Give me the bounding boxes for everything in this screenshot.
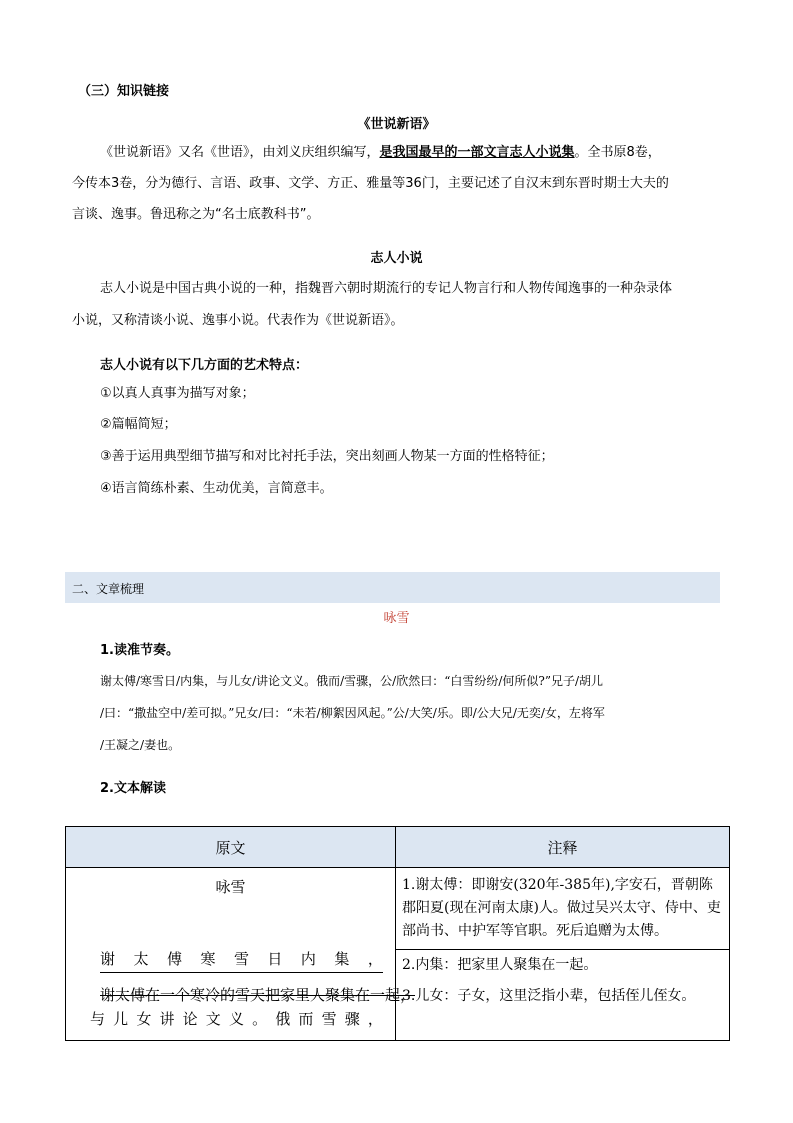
paragraph-shishuo-line1	[100, 145, 661, 161]
reading-heading: 1.读准节奏。	[100, 643, 179, 658]
original-char: 而	[298, 1010, 314, 1028]
original-line1-chars	[100, 948, 383, 969]
original-char: 俄	[275, 1010, 291, 1028]
note-item: 3.儿女：子女，这里泛指小辈，包括侄儿侄女。	[402, 988, 696, 1004]
subheading-shishuo: 《世说新语》	[357, 117, 436, 132]
feature-item: ③善于运用典型细节描写和对比衬托手法，突出刻画人物某一方面的性格特征；	[100, 449, 554, 464]
section-bar	[65, 572, 720, 603]
original-char: 与	[90, 1010, 106, 1028]
translation-text: 谢太傅在一个寒冷的雪天把家里人聚集在一起，	[100, 986, 416, 1004]
original-char: 日	[267, 950, 283, 968]
notes-cell	[396, 868, 730, 1041]
feature-item: ④语言简练朴素、生动优美，言简意丰。	[100, 481, 333, 496]
paragraph-zhiren-line2: 小说，又称清谈小说、逸事小说。代表作为《世说新语》。	[72, 313, 404, 328]
section-heading-knowledge-link: （三）知识链接	[78, 84, 170, 99]
original-char: 义	[228, 1010, 244, 1028]
text-span: 《世说新语》又名《世语》，由刘义庆组织编写，	[100, 145, 380, 160]
note-item: 1.谢太傅：即谢安(320年-385年),字安石，晋朝陈郡阳夏(现在河南太康)人。做过吴兴太守、侍中、吏部尚书、中护军等官职。死后追赠为太傅。	[396, 868, 729, 950]
original-char: 骤	[344, 1010, 360, 1028]
original-title: 咏雪	[215, 878, 246, 896]
column-header-original: 原文	[66, 827, 396, 868]
reading-line3: /王凝之/妻也。	[100, 738, 181, 752]
original-char: 。	[252, 1010, 268, 1028]
interpretation-heading: 2.文本解读	[100, 781, 166, 796]
poem-title: 咏雪	[383, 611, 410, 626]
original-line2-chars	[90, 1008, 383, 1029]
original-text-cell	[66, 868, 416, 1041]
original-char: 论	[182, 1010, 198, 1028]
original-line1	[100, 948, 383, 973]
original-translation	[100, 984, 416, 1005]
original-char: 谢	[100, 950, 116, 968]
column-header-notes: 注释	[396, 827, 730, 868]
paragraph-zhiren-line1: 志人小说是中国古典小说的一种，指魏晋六朝时期流行的专记人物言行和人物传闻逸事的一种杂录体	[100, 281, 673, 296]
highlighted-phrase: 是我国最早的一部文言志人小说集	[379, 145, 575, 160]
note-item: 2.内集：把家里人聚集在一起。	[402, 957, 598, 973]
original-char: 寒	[200, 950, 216, 968]
original-char: 内	[300, 950, 316, 968]
features-title: 志人小说有以下几方面的艺术特点：	[100, 358, 309, 373]
original-char: 太	[133, 950, 149, 968]
reading-line1: 谢太傅/寒雪日/内集，与儿女/讲论文义。俄而/雪骤，公/欣然曰：“白雪纷纷/何所似?”兄子/胡儿	[100, 674, 604, 688]
section-bar-title: 二、文章梳理	[72, 582, 145, 596]
original-char: ，	[367, 1010, 383, 1028]
text-table	[65, 826, 730, 1041]
original-char: 傅	[166, 950, 182, 968]
original-line2	[90, 1008, 383, 1029]
original-char: 雪	[233, 950, 249, 968]
reading-line2: /曰：“撒盐空中/差可拟。”兄女/曰：“未若/柳絮因风起。”公/大笑/乐。即/公大兄/无奕/女，左将军	[100, 706, 605, 720]
original-char: 女	[136, 1010, 152, 1028]
original-char: ，	[367, 950, 383, 968]
feature-item: ①以真人真事为描写对象；	[100, 386, 255, 401]
feature-item: ②篇幅简短；	[100, 417, 177, 432]
original-char: 集	[334, 950, 350, 968]
paragraph-shishuo-line3: 言谈、逸事。鲁迅称之为“名士底教科书”。	[72, 207, 320, 222]
original-char: 讲	[159, 1010, 175, 1028]
text-span: 。全书原8卷，	[574, 145, 661, 160]
subheading-zhiren: 志人小说	[370, 251, 423, 266]
paragraph-shishuo-line2: 今传本3卷，分为德行、言语、政事、文学、方正、雅量等36门，主要记述了自汉末到东晋时期士大夫的	[72, 176, 669, 191]
original-char: 雪	[321, 1010, 337, 1028]
original-char: 文	[205, 1010, 221, 1028]
original-char: 儿	[113, 1010, 129, 1028]
